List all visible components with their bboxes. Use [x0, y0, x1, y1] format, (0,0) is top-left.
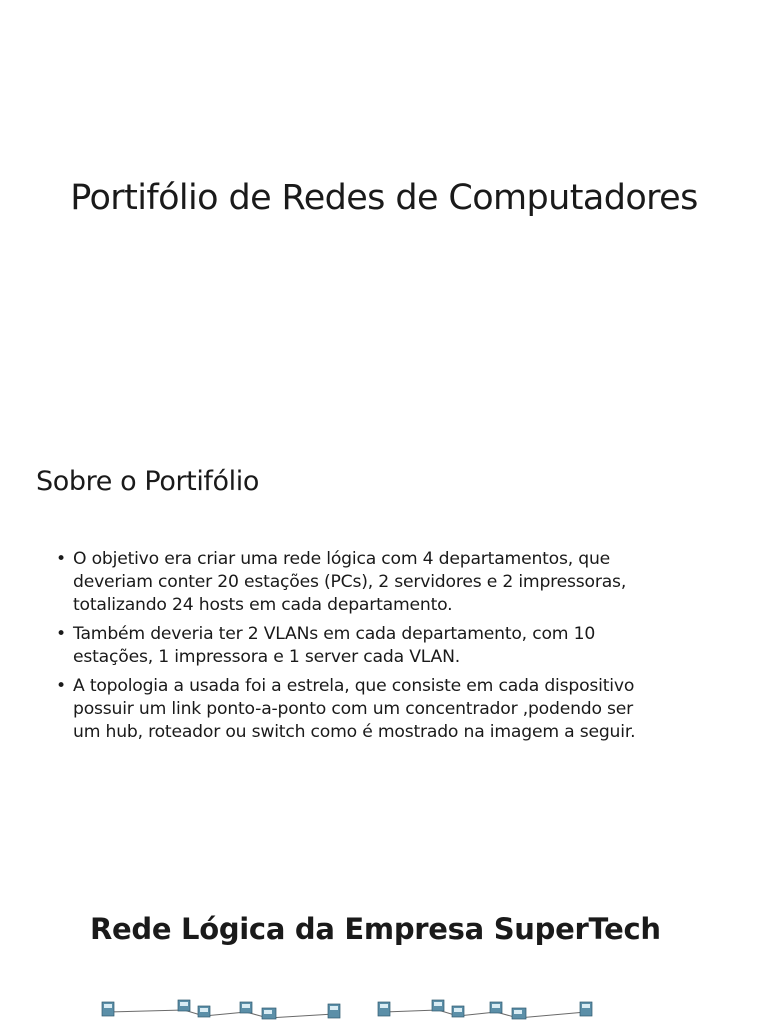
- network-link: [268, 1014, 334, 1018]
- bullet-icon: •: [56, 549, 66, 569]
- network-link: [108, 1010, 184, 1012]
- bullet-line: deveriam conter 20 estações (PCs), 2 servidores e 2 impressoras,: [73, 572, 627, 592]
- switch-icon: [102, 1002, 114, 1016]
- presentation-title: Portifólio de Redes de Computadores: [70, 178, 698, 218]
- switch-icon: [328, 1004, 340, 1018]
- pc-icon: [240, 1002, 252, 1013]
- section-heading: Sobre o Portifólio: [36, 466, 259, 497]
- bullet-line: possuir um link ponto-a-ponto com um concentrador ,podendo ser: [73, 699, 634, 719]
- pc-icon: [198, 1006, 210, 1017]
- network-topology-diagram: [80, 992, 690, 1024]
- bullet-line: estações, 1 impressora e 1 server cada VLAN.: [73, 647, 460, 667]
- server-icon: [432, 1000, 444, 1011]
- bullet-item: [56, 548, 736, 617]
- bullet-item: [56, 623, 736, 669]
- network-link: [518, 1012, 586, 1018]
- bullet-list: [56, 548, 736, 750]
- slide-about: [0, 420, 768, 860]
- pc-icon: [490, 1002, 502, 1013]
- bullet-icon: •: [56, 624, 66, 644]
- switch-icon: [580, 1002, 592, 1016]
- bullet-line: Também deveria ter 2 VLANs em cada departamento, com 10: [73, 624, 596, 644]
- slide-title: [0, 0, 768, 420]
- bullet-line: O objetivo era criar uma rede lógica com 4 departamentos, que: [73, 549, 611, 569]
- network-title: Rede Lógica da Empresa SuperTech: [90, 912, 661, 946]
- bullet-line: A topologia a usada foi a estrela, que consiste em cada dispositivo: [73, 676, 635, 696]
- server-icon: [178, 1000, 190, 1011]
- bullet-item: [56, 675, 736, 744]
- switch-icon: [378, 1002, 390, 1016]
- pc-icon: [452, 1006, 464, 1017]
- bullet-line: totalizando 24 hosts em cada departamento.: [73, 595, 453, 615]
- slide-network: [0, 860, 768, 1024]
- bullet-icon: •: [56, 676, 66, 696]
- network-link: [384, 1010, 438, 1012]
- bullet-line: um hub, roteador ou switch como é mostrado na imagem a seguir.: [73, 722, 636, 742]
- printer-icon: [262, 1008, 276, 1019]
- printer-icon: [512, 1008, 526, 1019]
